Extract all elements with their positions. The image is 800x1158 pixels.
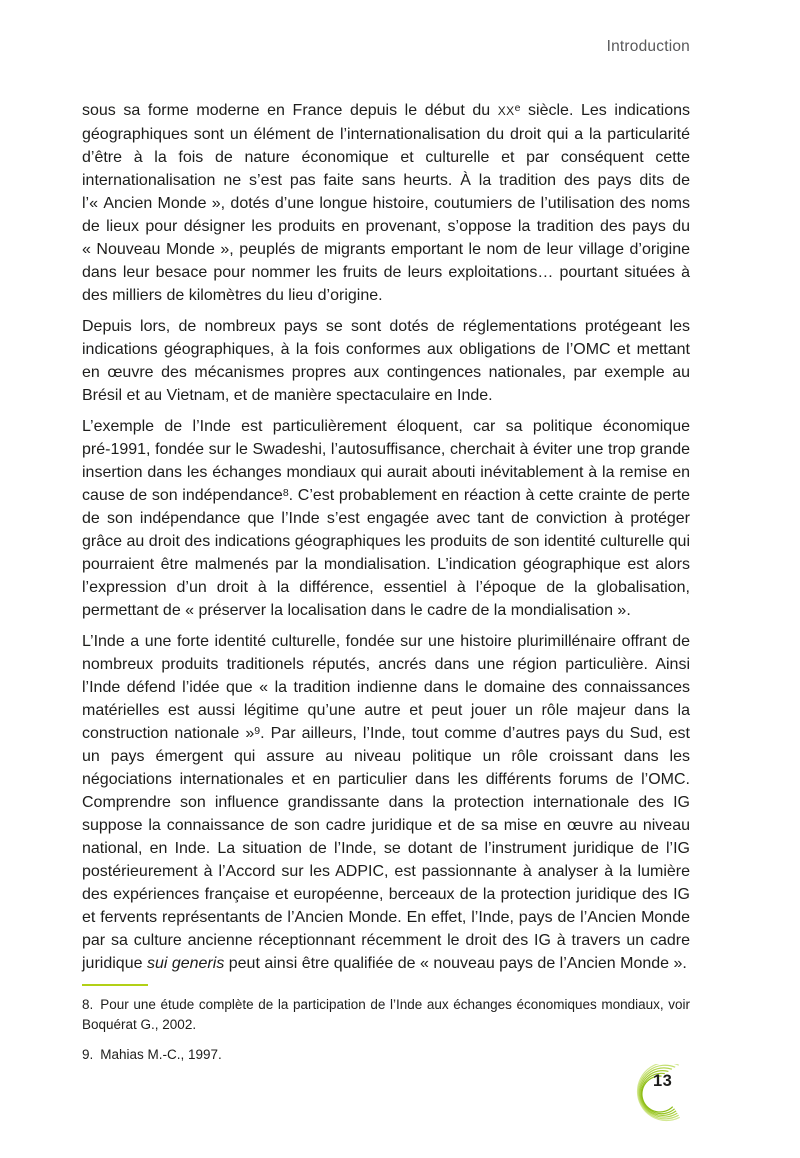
page-number: 13	[653, 1072, 673, 1090]
text-segment: L’exemple de l’Inde est particulièrement éloquent, car sa politique économique pré-1991, fondée sur le Swadeshi, l’autosuffisance, cherchait à éviter une trop grande insertion dans les échanges mondiaux qui aurait abouti inévitablement à la remise en cause de son indépendance	[82, 418, 690, 504]
page-number-decoration	[634, 1064, 698, 1128]
footnote-reference-9: 9	[254, 725, 261, 738]
paragraph	[82, 415, 690, 622]
footnote-text: Mahias M.-C., 1997.	[100, 1047, 222, 1062]
footnote-item	[82, 995, 690, 1035]
ordinal-superscript: e	[514, 102, 521, 115]
running-head: Introduction	[606, 38, 690, 55]
text-segment: Depuis lors, de nombreux pays se sont dotés de réglementations protégeant les indications géographiques, à la fois conformes aux obligations de l’OMC et mettant en œuvre des mécanismes propres aux contingences nationales, par exemple au Brésil et au Vietnam, et de manière spectaculaire en Inde.	[82, 318, 690, 404]
footnote-reference-8: 8	[282, 487, 289, 500]
text-segment: L’Inde a une forte identité culturelle, fondée sur une histoire plurimillénaire offrant de nombreux produits traditionels réputés, ancrés dans une région particulière. Ainsi l’Inde défend l’idée que « la tradition indienne dans le domaine des connaissances matérielles est aussi légitime qu’une autre et peut jouer un rôle majeur dans la construction nationale »	[82, 633, 690, 742]
paragraph	[82, 630, 690, 975]
text-segment: sous sa forme moderne en France depuis le début du	[82, 102, 498, 119]
text-segment: . C’est probablement en réaction à cette crainte de perte de son indépendance que l’Inde s’est engagée avec tant de conviction à protéger grâce au droit des indications géographiques les produits de son identité culturelle qui pourraient être malmenés par la mondialisation. L’indication géographique est alors l’expression d’un droit à la différence, essentiel à l’époque de la globalisation, permettant de « préserver la localisation dans le cadre de la mondialisation ».	[82, 487, 690, 619]
footnote-separator-rule	[82, 984, 148, 986]
footnote-number: 9.	[82, 1047, 94, 1062]
footnote-text: Pour une étude complète de la participation de l’Inde aux échanges économiques mondiaux, voir Boquérat G., 2002.	[82, 997, 690, 1032]
footnotes-block	[82, 984, 690, 1075]
paragraph	[82, 315, 690, 407]
smallcaps-century: XX	[497, 104, 515, 118]
text-segment: siècle. Les indications géographiques sont un élément de l’internationalisation du droit qui a la particularité d’être à la fois de nature économique et culturelle et par conséquent cette internationalisation ne s’est pas faite sans heurts. À la tradition des pays dits de l’« Ancien Monde », dotés d’une longue histoire, coutumiers de l’utilisation des noms de lieux pour désigner les produits en provenant, s’oppose la tradition des pays du « Nouveau Monde », peuplés de migrants emportant le nom de leur village d’origine dans leur besace pour nommer les fruits de leurs exploitations… pourtant situées à des milliers de kilomètres du lieu d’origine.	[82, 102, 690, 304]
footnote-number: 8.	[82, 997, 94, 1012]
paragraph	[82, 99, 690, 307]
page-header	[82, 38, 690, 56]
text-segment: peut ainsi être qualifiée de « nouveau pays de l’Ancien Monde ».	[224, 955, 687, 972]
footnote-item	[82, 1045, 690, 1065]
latin-phrase-italic: sui generis	[146, 955, 225, 972]
text-segment: . Par ailleurs, l’Inde, tout comme d’autres pays du Sud, est un pays émergent qui assure au niveau politique un rôle croissant dans les négociations internationales et en particulier dans les différents forums de l’OMC. Comprendre son influence grandissante dans la protection internationale des IG suppose la connaissance de son cadre juridique et de sa mise en œuvre au niveau national, en Inde. La situation de l’Inde, se dotant de l’instrument juridique de l’IG postérieurement à l’Accord sur les ADPIC, est passionnante à analyser à la lumière des expériences française et européenne, berceaux de la protection juridique des IG et fervents représentants de l’Ancien Monde. En effet, l’Inde, pays de l’Ancien Monde par sa culture ancienne réceptionnant récemment le droit des IG à travers un cadre juridique	[82, 725, 691, 972]
body-text	[82, 99, 690, 983]
